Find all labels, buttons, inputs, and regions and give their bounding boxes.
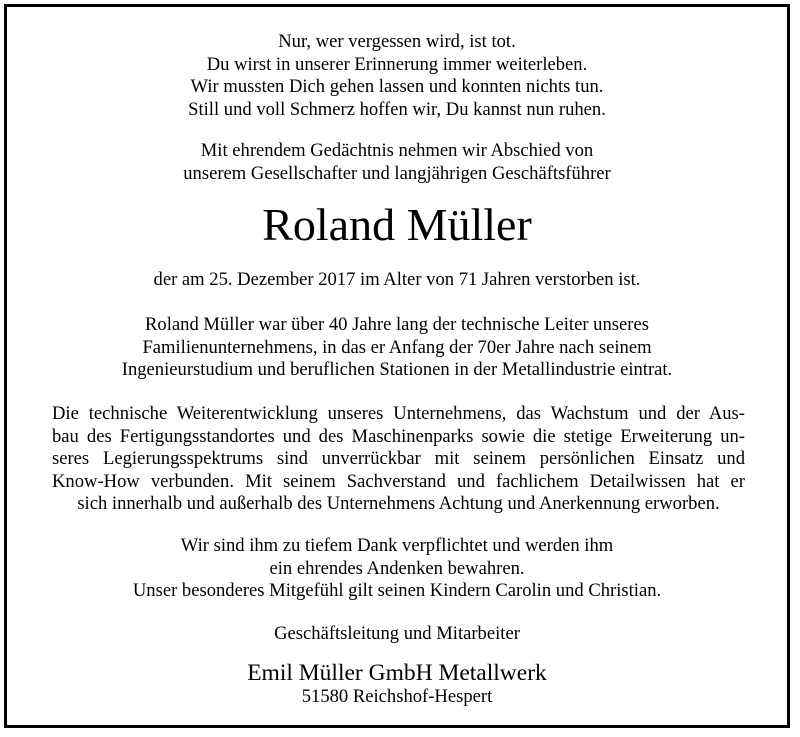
thanks-paragraph [7, 535, 787, 603]
achievements-line: sich innerhalb und außerhalb des Unternehmens Achtung und Anerkennung erworben. [77, 493, 720, 514]
memorial-poem [7, 31, 787, 121]
intro-line: Mit ehrendem Gedächtnis nehmen wir Abschied von [200, 140, 594, 161]
achievements-line: Know-How verbunden. Mit seinem Sachverstand und fachlichem Detailwissen hat er [52, 470, 745, 492]
company-name: Emil Müller GmbH Metallwerk [247, 660, 547, 686]
biography-paragraph [7, 314, 787, 382]
thanks-line: Wir sind ihm zu tiefem Dank verpflichtet und werden ihm [180, 535, 614, 556]
farewell-intro [7, 140, 787, 185]
poem-line: Wir mussten Dich gehen lassen und konnten nichts tun. [190, 76, 604, 97]
thanks-line: ein ehrendes Andenken bewahren. [269, 557, 525, 579]
intro-line: unserem Gesellschafter und langjährigen Geschäftsführer [183, 162, 611, 184]
poem-line: Nur, wer vergessen wird, ist tot. [278, 31, 516, 52]
poem-line: Du wirst in unserer Erinnerung immer weiterleben. [206, 53, 588, 75]
achievements-line: seres Legierungsspektrums sind unverrückbar mit seinem persönlichen Einsatz und [52, 448, 745, 469]
company-address: 51580 Reichshof-Hespert [301, 686, 493, 707]
achievements-paragraph [52, 403, 745, 516]
deceased-name: Roland Müller [262, 199, 532, 250]
obituary-notice [4, 4, 790, 728]
biography-line: Ingenieurstudium und beruflichen Stationen in der Metallindustrie eintrat. [121, 359, 673, 380]
biography-line: Roland Müller war über 40 Jahre lang der technische Leiter unseres [145, 314, 649, 335]
poem-line: Still und voll Schmerz hoffen wir, Du kannst nun ruhen. [188, 98, 606, 120]
thanks-line: Unser besonderes Mitgefühl gilt seinen Kindern Carolin und Christian. [132, 580, 662, 601]
achievements-line: Die technische Weiterentwicklung unseres Unternehmens, das Wachstum und der Aus- [52, 403, 745, 424]
signature-line: Geschäftsleitung und Mitarbeiter [274, 623, 520, 644]
biography-line: Familienunternehmens, in das er Anfang der 70er Jahre nach seinem [142, 336, 652, 358]
achievements-line: bau des Fertigungsstandortes und des Maschinenparks sowie die stetige Erweiterung un- [52, 425, 745, 447]
death-notice: der am 25. Dezember 2017 im Alter von 71 Jahren verstorben ist. [153, 269, 641, 290]
